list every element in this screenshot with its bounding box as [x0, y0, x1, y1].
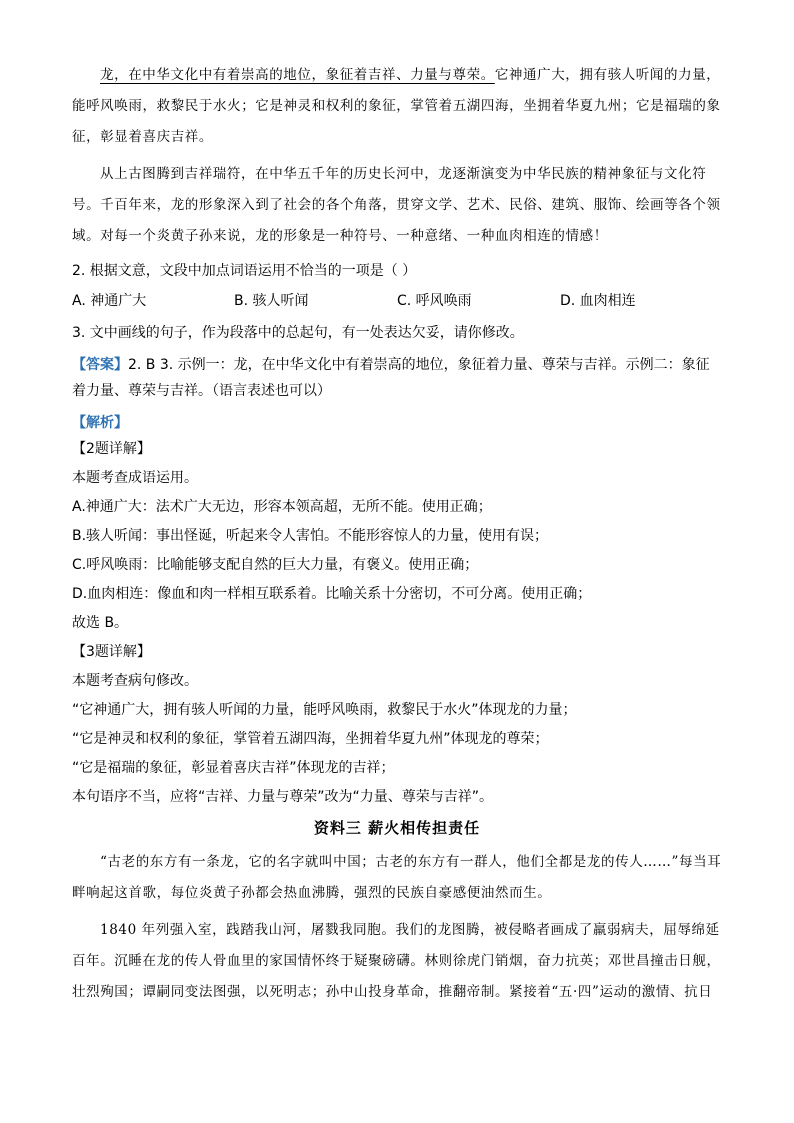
q3-detail-line: 本句语序不当，应将“吉祥、力量与尊荣”改为“力量、尊荣与吉祥”。 — [72, 789, 494, 805]
analysis-tag: 【解析】 — [72, 415, 128, 431]
q2-detail-line: B.骇人听闻：事出怪诞，听起来令人害怕。不能形容惊人的力量，使用有误； — [72, 528, 549, 544]
material3-paragraph-1: “古老的东方有一条龙，它的名字就叫中国；古老的东方有一群人，他们全都是龙的传人……”每当耳畔响起这首歌，每位炎黄子孙都会热血沸腾，强烈的民族自豪感便油然而生。 — [72, 854, 722, 901]
answer-text: 2. B 3. 示例一：龙，在中华文化中有着崇高的地位，象征着力量、尊荣与吉祥。示例二：象征着力量、尊荣与吉祥。（语言表述也可以） — [72, 357, 710, 399]
answer-block — [72, 352, 722, 404]
q3-detail-line: “它神通广大，拥有骇人听闻的力量，能呼风唤雨，救黎民于水火”体现龙的力量； — [72, 702, 577, 718]
option-a: A. 神通广大 — [72, 293, 147, 309]
q2-detail-line: 故选 B。 — [72, 615, 129, 631]
q2-detail-line: C.呼风唤雨：比喻能够支配自然的巨大力量，有褒义。使用正确； — [72, 557, 479, 573]
material3-title: 资料三 薪火相传担责任 — [313, 819, 481, 837]
option-b: B. 骇人听闻 — [234, 293, 309, 309]
q2-detail-line: A.神通广大：法术广大无边，形容本领高超，无所不能。使用正确； — [72, 499, 492, 515]
q2-detail-line: D.血肉相连：像血和肉一样相互联系着。比喻关系十分密切，不可分离。使用正确； — [72, 586, 592, 602]
question-3-stem: 3. 文中画线的句子，作为段落中的总起句，有一处表达欠妥，请你修改。 — [72, 325, 524, 341]
option-c: C. 呼风唤雨 — [397, 293, 472, 309]
q3-detail-heading: 【3题详解】 — [72, 644, 151, 660]
question-2-options — [72, 288, 712, 314]
document-page — [72, 60, 722, 1008]
q2-detail-heading: 【2题详解】 — [72, 441, 151, 457]
paragraph-1-rest: 它神通广大，拥有骇人听闻的力量，能呼风唤雨，救黎民于水火；它是神灵和权利的象征，掌管着五湖四海，坐拥着华夏九州；它是福瑞的象征，彰显着喜庆吉祥。 — [72, 67, 721, 145]
q3-detail-line: “它是神灵和权利的象征，掌管着五湖四海，坐拥着华夏九州”体现龙的尊荣； — [72, 731, 549, 747]
material2-paragraph-2: 从上古图腾到吉祥瑞符，在中华五千年的历史长河中，龙逐渐演变为中华民族的精神象征与文化符号。千百年来，龙的形象深入到了社会的各个角落，贯穿文学、艺术、民俗、建筑、服饰、绘画等各个领域。对每一个炎黄子孙来说，龙的形象是一种符号、一种意绪、一种血肉相连的情感！ — [72, 166, 721, 244]
q2-detail-line: 本题考查成语运用。 — [72, 470, 198, 486]
option-d: D. 血肉相连 — [560, 293, 636, 309]
answer-tag: 【答案】 — [72, 357, 128, 373]
material2-paragraph-1 — [72, 60, 722, 153]
q3-detail-line: 本题考查病句修改。 — [72, 673, 198, 689]
question-2-stem: 2. 根据文意，文段中加点词语运用不恰当的一项是（ ） — [72, 263, 417, 279]
underlined-topic-sentence: 龙，在中华文化中有着崇高的地位，象征着吉祥、力量与尊荣。 — [100, 67, 495, 83]
material3-paragraph-2: 1840 年列强入室，践踏我山河，屠戮我同胞。我们的龙图腾，被侵略者画成了羸弱病夫，屈辱绵延百年。沉睡在龙的传人骨血里的家国情怀终于疑聚磅礴。林则徐虎门销烟，奋力抗英；邓世昌撞击日舰，壮烈殉国；谭嗣同变法图强，以死明志；孙中山投身革命，推翻帝制。紧接着“五·四”运动的激情、抗日 — [72, 922, 721, 1000]
q3-detail-line: “它是福瑞的象征，彰显着喜庆吉祥”体现龙的吉祥； — [72, 760, 395, 776]
